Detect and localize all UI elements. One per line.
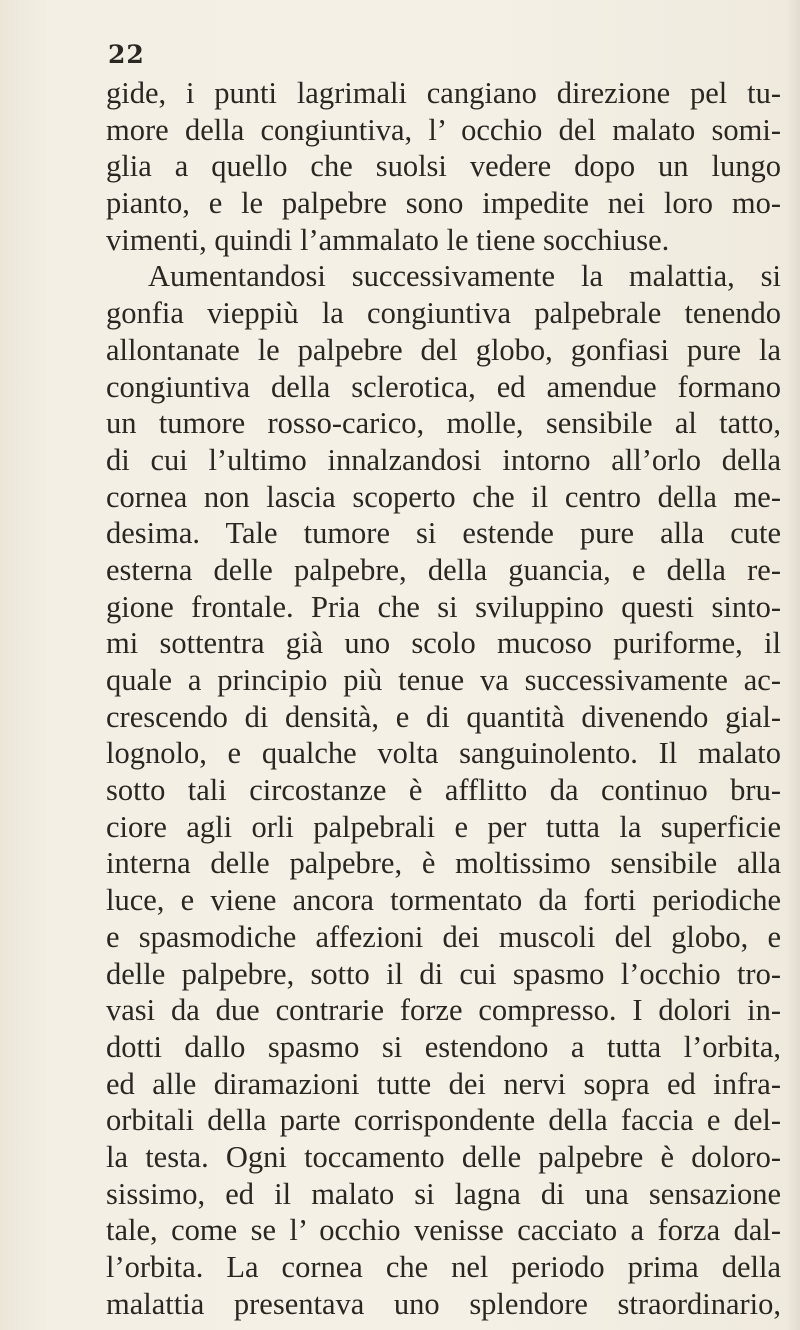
paragraph-first-line: Aumentandosi successivamente la malattia, si [148, 259, 781, 294]
text-line: di cui l’ultimo innalzandosi intorno all’orlo della [106, 442, 781, 477]
text-line: gide, i punti lagrimali cangiano direzione pel tu- [106, 76, 781, 110]
text-line: l’orbita. La cornea che nel periodo prima della [106, 1250, 781, 1284]
text-line: mi sottentra già uno scolo mucoso puriforme, il [106, 626, 781, 661]
text-line: more della congiuntiva, l’ occhio del malato somi- [106, 112, 781, 147]
text-line: ed alle diramazioni tutte dei nervi sopra ed infra- [106, 1066, 781, 1101]
text-line: orbitali della parte corrispondente della faccia e del- [106, 1103, 781, 1138]
text-line: quale a principio più tenue va successivamente ac- [106, 663, 781, 697]
text-line: congiuntiva della sclerotica, ed amendue formano [106, 369, 781, 404]
text-line: la testa. Ogni toccamento delle palpebre è doloro- [106, 1139, 781, 1174]
text-line: glia a quello che suolsi vedere dopo un lungo [106, 149, 781, 184]
body-text [106, 75, 781, 1322]
text-line: ciore agli orli palpebrali e per tutta la superficie [106, 809, 781, 844]
text-line: esterna delle palpebre, della guancia, e della re- [106, 552, 781, 587]
text-line: sissimo, ed il malato si lagna di una sensazione [106, 1176, 781, 1211]
text-line: dotti dallo spasmo si estendono a tutta l’orbita, [106, 1029, 781, 1064]
text-line: lognolo, e qualche volta sanguinolento. Il malato [106, 736, 781, 771]
text-line: desima. Tale tumore si estende pure alla cute [106, 516, 781, 551]
text-line: vimenti, quindi l’ammalato le tiene socchiuse. [106, 222, 670, 257]
text-line: cornea non lascia scoperto che il centro della me- [106, 479, 781, 514]
text-line: vasi da due contrarie forze compresso. I dolori in- [106, 993, 781, 1028]
text-line: interna delle palpebre, è moltissimo sensibile alla [106, 846, 781, 881]
text-line: pianto, e le palpebre sono impedite nei loro mo- [106, 186, 781, 221]
text-line: delle palpebre, sotto il di cui spasmo l’occhio tro- [106, 956, 781, 991]
text-line: malattia presentava uno splendore straordinario, [106, 1286, 781, 1321]
text-line: un tumore rosso-carico, molle, sensibile al tatto, [106, 406, 781, 441]
text-line: gonfia vieppiù la congiuntiva palpebrale tenendo [106, 296, 781, 331]
text-line: crescendo di densità, e di quantità divenendo gial- [106, 699, 781, 734]
text-line: e spasmodiche affezioni dei muscoli del globo, e [106, 919, 781, 954]
text-line: sotto tali circostanze è afflitto da continuo bru- [106, 773, 781, 808]
text-line: tale, come se l’ occhio venisse cacciato a forza dal- [106, 1213, 781, 1248]
text-line: gione frontale. Pria che si sviluppino questi sinto- [106, 589, 781, 624]
page-number: 22 [108, 40, 145, 69]
page-edge-shadow [786, 0, 800, 1330]
text-line: luce, e viene ancora tormentato da forti periodiche [106, 883, 781, 918]
text-line: allontanate le palpebre del globo, gonfiasi pure la [106, 332, 781, 367]
